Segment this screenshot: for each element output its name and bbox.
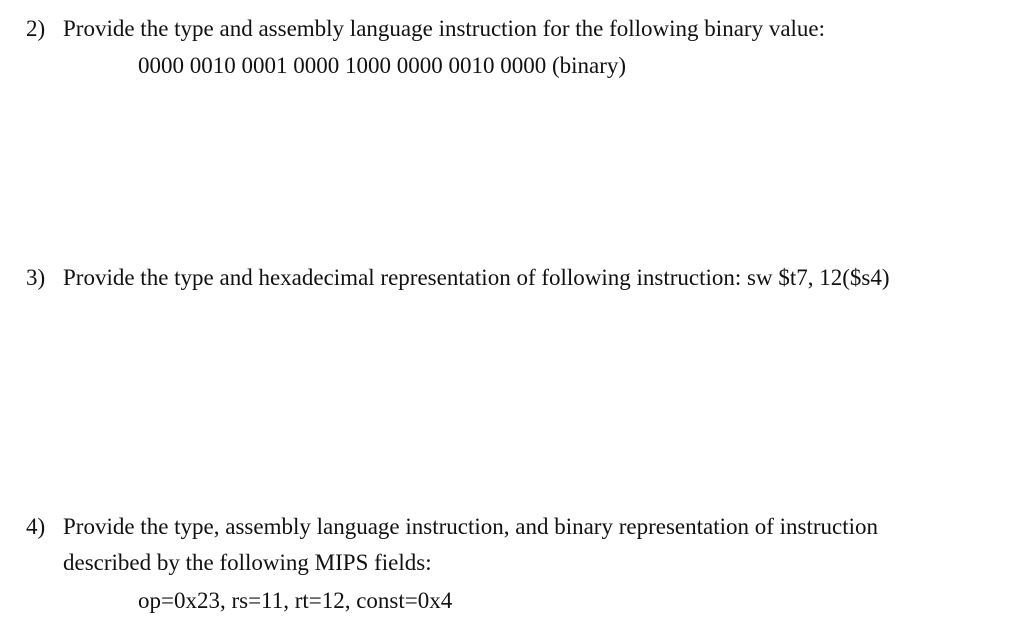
binary-value: 0000 0010 0001 0000 1000 0000 0010 0000 (binary) — [138, 53, 627, 78]
question-number: 2) — [26, 16, 46, 41]
question-number: 4) — [26, 514, 46, 539]
question-number: 3) — [26, 265, 46, 290]
question-text: Provide the type, assembly language instruction, and binary representation of instruction — [63, 514, 879, 539]
question-text: Provide the type and hexadecimal representation of following instruction: sw $t7, 12($s4) — [63, 265, 890, 290]
question-text-line-2: described by the following MIPS fields: — [63, 550, 432, 575]
mips-fields: op=0x23, rs=11, rt=12, const=0x4 — [138, 588, 453, 613]
question-text: Provide the type and assembly language instruction for the following binary value: — [63, 16, 826, 41]
